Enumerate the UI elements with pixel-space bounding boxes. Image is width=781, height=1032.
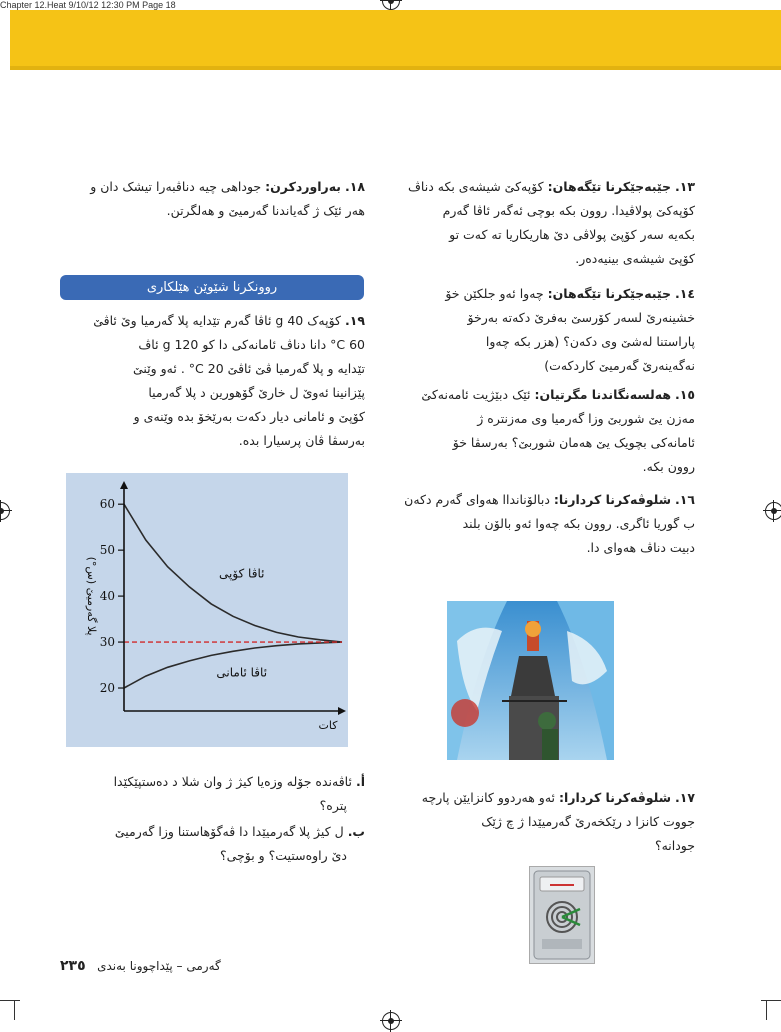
question-number: ١٥. xyxy=(674,387,695,402)
crop-mark-icon xyxy=(766,1000,767,1020)
question-number: ١٧. xyxy=(674,790,695,805)
question-text: مەزن یێ شوربێ وزا گەرمیا وی مەزنترە ژ xyxy=(477,411,695,426)
question-text: ل کیژ پلا گەرمیێدا دا ڤەگۆهاستنا وزا گەرمیێ xyxy=(114,824,344,839)
sub-question-label: ب. xyxy=(347,824,365,839)
x-axis-arrow-icon xyxy=(338,707,346,715)
question-number: ١٣. xyxy=(674,179,695,194)
question-text: چەوا ئەو جلکێن خۆ xyxy=(445,286,544,301)
question-text: نەگەینەرێ گەرمیێ کاردکەت) xyxy=(544,358,695,373)
crop-mark-icon xyxy=(0,1000,20,1001)
question-text: ئامانەکی بچویک یێ هەمان شوربێ؟ بەرسڤا خۆ xyxy=(452,435,695,450)
question-text: ئەو هەردوو کانزایێن پارچە xyxy=(421,790,555,805)
registration-mark-right-icon xyxy=(765,502,781,520)
header-banner xyxy=(10,10,781,66)
registration-mark-top-icon xyxy=(382,0,400,10)
y-tick-label: 60 xyxy=(99,497,115,512)
y-tick-label: 20 xyxy=(99,681,115,696)
question-14 xyxy=(395,282,695,378)
page-footer xyxy=(60,958,230,974)
hot-air-balloon-photo xyxy=(447,601,614,760)
question-16 xyxy=(395,488,695,560)
chapter-label: گەرمی – پێداچوونا بەندی xyxy=(97,959,221,973)
question-text: پاراستنا لەشێ وی دکەن؟ (هزر بکە چەوا xyxy=(485,334,695,349)
question-heading: جێبەجێکرنا تێگەهان: xyxy=(547,286,671,301)
question-text: خشینەرێ لسەر کۆرسێ بەفرێ دکەتە بەرخۆ xyxy=(467,310,695,325)
y-axis-label: پلا گەرمیێ (س°) xyxy=(85,556,98,636)
cup-water-series-label: ئاڤا کۆپی xyxy=(218,566,265,581)
question-text: روون بکە. xyxy=(642,459,695,474)
header-banner-shadow xyxy=(10,66,781,70)
thermostat-photo xyxy=(529,866,595,964)
question-number: ١٨. xyxy=(344,179,365,194)
question-text: دێ راوەستیت؟ و بۆچی؟ xyxy=(219,848,347,863)
x-axis-label: کات xyxy=(318,719,338,732)
question-heading: هەلسەنگاندنا مگرتیان: xyxy=(534,387,671,402)
question-heading: شلوڤەکرنا کردارنا: xyxy=(553,492,671,507)
registration-mark-left-icon xyxy=(0,502,10,520)
question-text: ب گوریا ئاگری. روون بکە چەوا ئەو بالۆن بلند xyxy=(462,516,695,531)
bowl-water-series-label: ئاڤا ئامانی xyxy=(216,665,268,680)
question-text: دبالۆنانداا هەوای گەرم دکەن xyxy=(404,492,550,507)
question-text: کۆپێ و ئامانی دیار دکەت بەرێخۆ بدە وێنەی و xyxy=(133,409,365,424)
sub-question-a xyxy=(60,770,365,818)
question-text: 60 C° دانا دناڤ ئامانەکی دا کو g 120 ئاڤ xyxy=(138,337,365,352)
question-text: کۆپەک g 40 ئاڤا گەرم تێدایە پلا گەرمیا وێ ئاڤێ xyxy=(93,313,341,328)
question-text: جووت کانزا د رێکخەرێ گەرمیێدا ژ چ ژێک xyxy=(481,814,695,829)
registration-mark-bottom-icon xyxy=(382,1012,400,1030)
question-text: دبیت دناڤ هەوای دا. xyxy=(586,540,695,555)
question-text: کۆپەکێ پولاڤیدا. روون بکە بوچی ئەگەر ئاڤا گەرم xyxy=(442,203,695,218)
question-text: جوداهی چیە دناڤبەرا تیشک دان و xyxy=(90,179,262,194)
question-text: کۆپێ شیشەی بینیەدەر. xyxy=(575,251,695,266)
question-18 xyxy=(60,175,365,223)
question-text: بەرسڤا ڤان پرسیارا بدە. xyxy=(238,433,365,448)
y-tick-label: 50 xyxy=(99,543,115,558)
question-text: جودانە؟ xyxy=(654,838,695,853)
question-text: تێدایە و پلا گەرمیا ڤێ ئاڤێ 20 C° . ئەو وێنێ xyxy=(132,361,365,376)
question-number: ١٩. xyxy=(344,313,365,328)
question-text: هەر ئێک ژ گەیاندنا گەرمیێ و هەلگرتن. xyxy=(166,203,365,218)
crop-mark-icon xyxy=(761,1000,781,1001)
page-number: ٢٣٥ xyxy=(60,958,86,974)
question-heading: شلوڤەکرنا کردارا: xyxy=(558,790,671,805)
question-text: ئاڤەندە جۆلە وزەیا کیژ ژ وان شلا د دەستپێکێدا xyxy=(113,774,352,789)
section-title-bar: روونکرنا شێوێن هێلکاری xyxy=(60,275,364,300)
question-15 xyxy=(395,383,695,479)
y-tick-label: 40 xyxy=(99,589,115,604)
question-text: پترە؟ xyxy=(319,798,347,813)
sub-question-label: أ. xyxy=(355,774,365,789)
question-heading: بەراوردکرن: xyxy=(265,179,341,194)
temperature-time-graph xyxy=(66,473,348,747)
question-heading: جێبەجێکرنا تێگەهان: xyxy=(547,179,671,194)
print-slug: Chapter 12.Heat 9/10/12 12:30 PM Page 18 xyxy=(0,0,176,10)
y-axis-arrow-icon xyxy=(120,481,128,489)
question-text: پێزانینا ئەوێ ل خارێ گۆهورین د پلا گەرمیا xyxy=(148,385,365,400)
y-tick-label: 30 xyxy=(99,635,115,650)
question-text: کۆپەکێ شیشەی بکە دناڤ xyxy=(407,179,544,194)
question-number: ١٦. xyxy=(674,492,695,507)
crop-mark-icon xyxy=(14,1000,15,1020)
question-19 xyxy=(60,309,365,453)
question-number: ١٤. xyxy=(674,286,695,301)
question-13 xyxy=(395,175,695,271)
question-text: ئێک دبێژیت ئامەنەکێ xyxy=(421,387,531,402)
question-text: بکەیە سەر کۆپێ پولاڤی دێ هاریکاریا تە کەت تو xyxy=(449,227,695,242)
sub-question-b xyxy=(60,820,365,868)
question-17 xyxy=(395,786,695,858)
